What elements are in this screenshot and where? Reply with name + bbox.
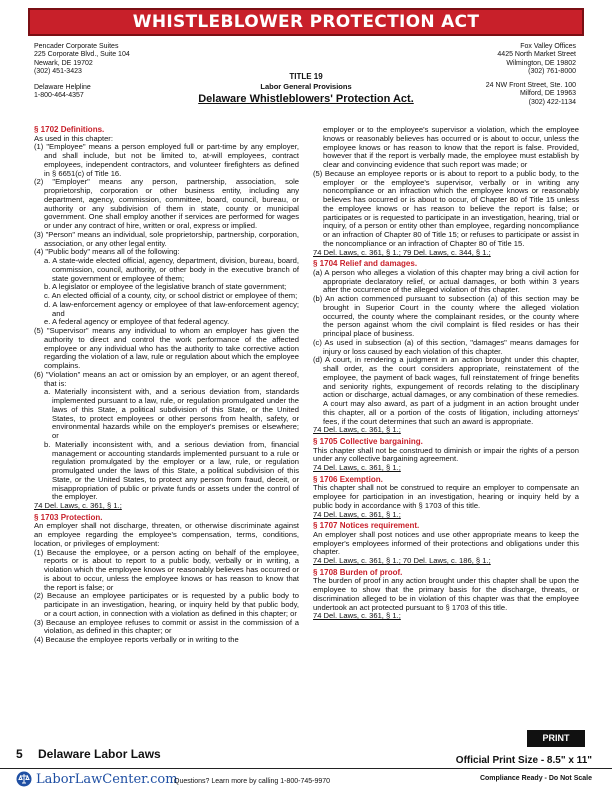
address-line: Fox Valley Offices — [520, 43, 576, 50]
section-intro: As used in this chapter: — [34, 133, 113, 143]
citation: 74 Del. Laws, c. 361, § 1.; — [313, 425, 401, 435]
questions-phone-line: Questions? Learn more by calling 1-800-745-9970 — [174, 778, 331, 785]
act-title: Delaware Whistleblowers' Protection Act. — [198, 93, 414, 105]
protection-item: (2) Because an employee participates or is requested by a public body to participate in an investigation, hearing, or inquiry held by that public body, or a court action, in connection with a violation as defined in this chapter; or — [34, 591, 299, 618]
print-size-note: Official Print Size - 8.5" x 11" — [455, 755, 592, 766]
address-line: (302) 761-8000 — [528, 67, 576, 75]
protection-item: (3) Because an employee refuses to commit or assist in the commission of a violation, as defined in this chapter; or — [34, 617, 299, 636]
citation: 74 Del. Laws, c. 361, § 1.; — [313, 509, 401, 519]
citation: 74 Del. Laws, c. 361, § 1.; 79 Del. Laws, c. 344, § 1.; — [313, 247, 491, 257]
section-text: An employer shall post notices and use other appropriate means to keep the employer's employees informed of their protections and obligations under this chapter. — [313, 529, 579, 557]
address-line: 4425 North Market Street — [497, 51, 576, 59]
header-center-title — [170, 72, 442, 106]
title-number: TITLE 19 — [289, 72, 323, 81]
helpline-label: Delaware Helpline — [34, 84, 91, 92]
definition-subitem: d. A law-enforcement agency or employee of that law-enforcement agency; and — [44, 299, 299, 318]
scales-of-justice-icon — [16, 771, 32, 787]
definition-item: (4) "Public body" means all of the following: — [34, 247, 180, 257]
address-line: Pencader Corporate Suites — [34, 43, 119, 50]
section-heading: § 1706 Exemption. — [313, 474, 383, 484]
section-heading: § 1704 Relief and damages. — [313, 259, 418, 269]
protection-item: (4) Because the employee reports verbally or in writing to the — [34, 635, 239, 644]
definition-subitem: c. An elected official of a county, city, or school district or employee of them; — [44, 291, 298, 300]
section-text: This chapter shall not be construed to require an employer to compensate an employee for participation in an investigation, hearing or inquiry held by a public body in accordance with § 1703 of this title. — [313, 483, 579, 510]
section-intro: An employer shall not discharge, threaten, or otherwise discriminate against an employee regarding the employee's compensation, terms, conditions, location, or privileges of employment: — [34, 521, 299, 548]
citation: 74 Del. Laws, c. 361, § 1.; — [313, 463, 401, 472]
header-left-address — [34, 43, 130, 101]
address-line: (302) 451-3423 — [34, 67, 82, 75]
citation: 74 Del. Laws, c. 361, § 1.; — [313, 611, 401, 621]
section-heading: § 1708 Burden of proof. — [313, 567, 403, 577]
header-right-address — [486, 43, 576, 107]
address-line: Wilmington, DE 19802 — [506, 59, 576, 67]
footer-divider — [0, 768, 612, 769]
left-column — [34, 123, 299, 753]
address-line: Newark, DE 19702 — [34, 59, 93, 67]
definition-subitem: b. A legislator or employee of the legislative branch of state government; — [44, 282, 287, 292]
section-heading: § 1707 Notices requirement. — [313, 521, 420, 531]
definition-subitem: a. Materially inconsistent with, and a serious deviation from, standards implemented pursuant to a law, rule, or regulation promulgated under the laws of this State, a political subdivision of this State, or the United States, to protect employees or other persons from health, safety, or environmental hazards while on the employer's premises or elsewhere; or — [44, 387, 299, 440]
compliance-note: Compliance Ready - Do Not Scale — [479, 775, 592, 782]
relief-item: (a) A person who alleges a violation of this chapter may bring a civil action for appropriate declaratory relief, or actual damages, or both within 3 years after the occurrence of the alleged violation of this chapter. — [313, 267, 579, 295]
address-line: (302) 422-1134 — [528, 98, 576, 106]
relief-item: (b) An action commenced pursuant to subsection (a) of this section may be brought in Superior Court in the county where the alleged violation occurred, the county where the complainant resides, or the county where the person against whom the civil complaint is filed resides or has their principal place of business. — [313, 294, 579, 338]
address-line: 24 NW Front Street, Ste. 100 — [485, 82, 576, 90]
relief-item: (d) A court, in rendering a judgment in an action brought under this chapter, shall order, as the court considers appropriate, reinstatement of the employee, the payment of back wages, full reinstatement of fringe benefits and seniority rights, expungement of records relating to the disciplinary action or discharge, actual damages, or any combination of these remedies. A court may also award, as part of a judgment in an action brought under this chapter, all or a portion of the costs of litigation, including attorneys' fees, if the court determines that such an award is appropriate. — [313, 355, 579, 426]
definition-item: (1) "Employee" means a person employed full or part-time by any employer, and shall include, but not be limited to, at-will employees, contract employees, independent contractors, and volunteer firefighters as defined in § 6651(c) of Title 16. — [34, 142, 299, 178]
definition-item: (5) "Supervisor" means any individual to whom an employer has given the authority to direct and control the work performance of the affected employee or any individual who has the authority to take corrective action regarding the violation of a law, rule or regulation about which the employee complains. — [34, 326, 299, 370]
citation: 74 Del. Laws, c. 361, § 1.; 70 Del. Laws, c. 186, § 1.; — [313, 556, 491, 565]
protection-item-continued: employer or to the employee's supervisor a violation, which the employee knows or reasonably believes has occurred or is about to occur, unless the employee knows or has reason to know that the report is false. Provided, however that if the report is verbally made, the employee must establish by clear and convincing evidence that such report was made; or — [323, 126, 579, 169]
section-text: This chapter shall not be construed to diminish or impair the rights of a person under any collective bargaining agreement. — [313, 445, 579, 464]
section-heading: § 1702 Definitions. — [34, 125, 105, 134]
definition-subitem: a. A state-wide elected official, agency, department, division, bureau, board, commission, council, authority, or other body in the executive branch of state government or employee of them; — [44, 256, 299, 283]
helpline-number: 1-800-464-4357 — [34, 92, 84, 100]
protection-item: (5) Because an employee reports or is about to report to a public body, to the employer or the employee's supervisor, verbally or in writing any noncompliance or an infraction which the employee knows or reasonably believes has occurred or is about to occur, of Chapter 80 of Title 15 unless the employee knows or has reason to believe the report is false; or participates or is requested to participate in an investigation, hearing, trial or inquiry, of a person or entity other than employee, regarding noncompliance or an infraction of Chapter 80 of Title 15; or refuses to participate or assist in the noncompliance or an infraction of Chapter 80 of Title 15. — [313, 168, 579, 248]
title-subtitle: Labor General Provisions — [260, 82, 352, 91]
definition-item: (3) "Person" means an individual, sole proprietorship, partnership, corporation, association, or any other legal entity. — [34, 229, 299, 248]
relief-item: (c) As used in subsection (a) of this section, "damages" means damages for injury or loss caused by each violation of this chapter. — [313, 337, 579, 356]
logo-wordmark: LaborLawCenter.com — [36, 771, 178, 787]
laborlawcenter-logo[interactable] — [16, 770, 178, 788]
page-number: 5 — [16, 747, 23, 761]
definition-item: (2) "Employer" means any person, partnership, association, sole proprietorship, corporation or other business entity, including any department, agency, commission, committee, board, council, bureau, or authority or any subdivision of them in state, county or municipal government. One shall employ another if services are performed for wages or under any contract of hire, written or oral, express or implied. — [34, 177, 299, 230]
definition-item: (6) "Violation" means an act or omission by an employer, or an agent thereof, that is: — [34, 369, 299, 388]
section-heading: § 1703 Protection. — [34, 512, 103, 522]
definition-subitem: e. A federal agency or employee of that federal agency. — [44, 317, 230, 327]
protection-item: (1) Because the employee, or a person acting on behalf of the employee, reports or is about to report to a public body, verbally or in writing, a violation which the employee knows or reasonably believes has occurred or is about to occur, unless the employee knows or has reason to know that the report is false; or — [34, 547, 299, 592]
right-column — [313, 126, 579, 756]
title-banner: WHISTLEBLOWER PROTECTION ACT — [28, 8, 584, 36]
definition-subitem: b. Materially inconsistent with, and a serious deviation from, financial management or accounting standards implemented pursuant to a rule or regulation promulgated by the employer or a law, rule, or regulation promulgated under the laws of this State, a political subdivision of this State, or the United States, to protect any person from fraud, deceit, or misappropriation of public or private funds or assets under the control of the employer. — [44, 439, 299, 502]
print-button[interactable]: PRINT — [527, 730, 585, 747]
address-line: 225 Corporate Blvd., Suite 104 — [34, 51, 130, 59]
section-heading: § 1705 Collective bargaining. — [313, 437, 423, 446]
page-footer-title: Delaware Labor Laws — [38, 747, 161, 761]
address-line: Milford, DE 19963 — [519, 90, 576, 98]
section-text: The burden of proof in any action brought under this chapter shall be upon the employee to show that the primary basis for the discharge, threats, or discrimination alleged to be in violation of this chapter was that the employee undertook an act protected pursuant to § 1703 of this title. — [313, 576, 579, 612]
citation: 74 Del. Laws, c. 361, § 1.; — [34, 501, 122, 510]
